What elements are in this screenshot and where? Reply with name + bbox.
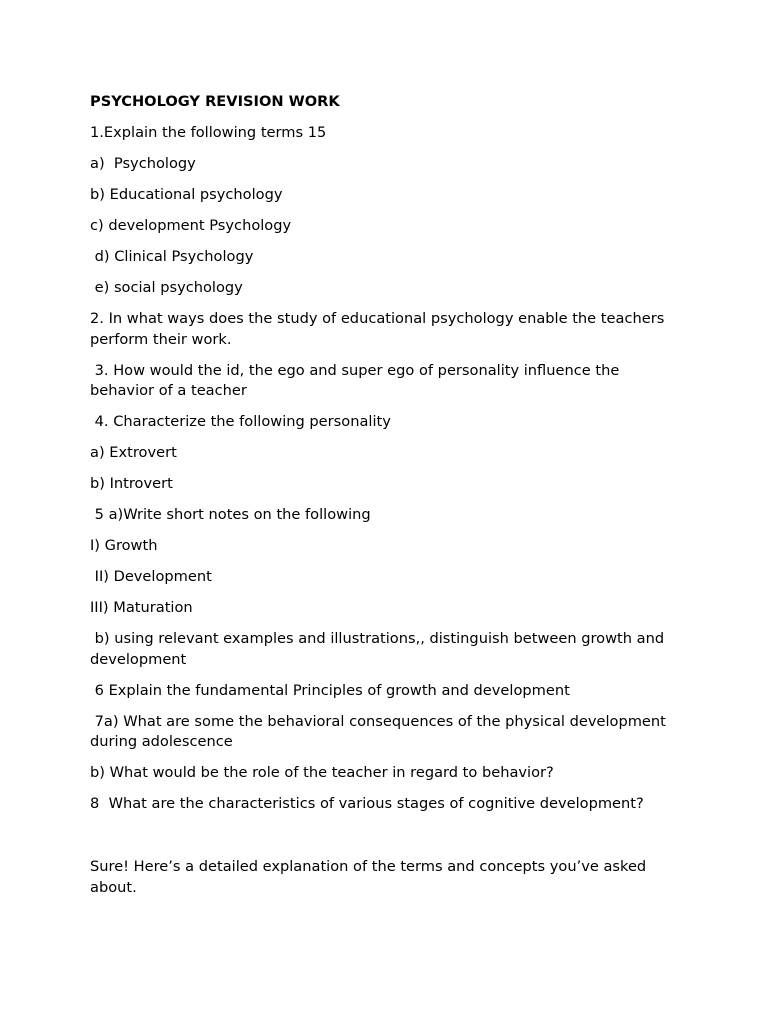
question-line: b) What would be the role of the teacher in regard to behavior? (90, 764, 554, 781)
question-line: 7a) What are some the behavioral consequences of the physical development during adolescence (90, 712, 671, 750)
question-line: d) Clinical Psychology (90, 248, 254, 265)
question-line: a) Extrovert (90, 444, 177, 461)
question-line: III) Maturation (90, 599, 193, 616)
document-title: PSYCHOLOGY REVISION WORK (90, 93, 340, 110)
question-line: 2. In what ways does the study of educational psychology enable the teachers perform their work. (90, 310, 669, 348)
question-line: 4. Characterize the following personality (90, 413, 391, 430)
question-line: 6 Explain the fundamental Principles of growth and development (90, 681, 570, 699)
question-line: a) Psychology (90, 155, 196, 172)
question-line: 3. How would the id, the ego and super ego of personality influence the behavior of a teacher (90, 361, 624, 399)
question-line: II) Development (90, 568, 212, 585)
question-line: 5 a)Write short notes on the following (90, 506, 371, 523)
question-line: I) Growth (90, 537, 158, 554)
question-line: b) Introvert (90, 475, 173, 492)
document-content (90, 92, 680, 909)
closing-paragraph: Sure! Here’s a detailed explanation of the terms and concepts you’ve asked about. (90, 858, 651, 896)
question-line: c) development Psychology (90, 217, 292, 234)
question-line: b) using relevant examples and illustrations,, distinguish between growth and development (90, 630, 669, 668)
paragraph-gap (90, 825, 680, 857)
question-line: e) social psychology (90, 279, 243, 296)
question-line: b) Educational psychology (90, 186, 283, 203)
question-line: 1.Explain the following terms 15 (90, 124, 327, 141)
question-line: 8 What are the characteristics of various stages of cognitive development? (90, 795, 644, 812)
